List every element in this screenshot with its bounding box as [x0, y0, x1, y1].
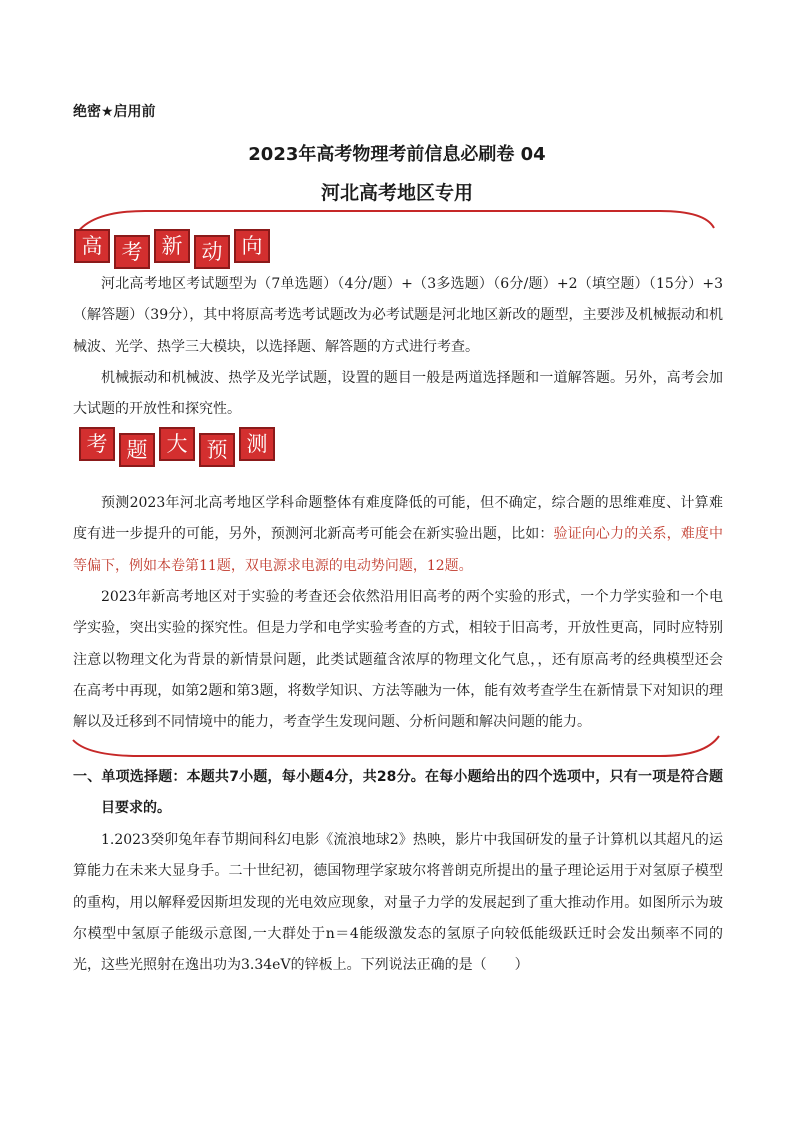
- prediction-paragraph-1: [73, 488, 723, 582]
- trends-paragraph-2: 机械振动和机械波、热学及光学试题，设置的题目一般是两道选择题和一道解答题。另外，高考会加大试题的开放性和探究性。: [73, 370, 723, 418]
- prediction-highlight: 验证向心力的关系，难度中等偏下，例如本卷第11题，双电源求电源的电动势问题，12题。: [73, 526, 723, 574]
- prediction-text: 预测2023年河北高考地区学科命题整体有难度降低的可能，但不确定，综合题的思维难度、计算难度有进一步提升的可能，另外，预测河北新高考可能会在新实验出题，比如：: [73, 495, 723, 543]
- trends-paragraph-1: 河北高考地区考试题型为（7单选题）（4分/题）+（3多选题）（6分/题）+2（填空题）（15分）+3（解答题）（39分），其中将原高考选考试题改为必考试题是河北地区新改的题型，主要涉及机械振动和机械波、光学、热学三大模块，以选择题、解答题的方式进行考查。: [73, 276, 723, 355]
- confidential-label: 绝密★启用前: [73, 104, 156, 120]
- exam-subtitle: 河北高考地区专用: [320, 182, 473, 204]
- badge-char: 新: [154, 229, 190, 263]
- badge-char: 高: [74, 229, 110, 263]
- badge-char: 动: [194, 235, 230, 269]
- badge-char: 测: [239, 427, 275, 461]
- badge-char: 预: [199, 433, 235, 467]
- badge-char: 考: [79, 427, 115, 461]
- exam-title: 2023年高考物理考前信息必刷卷 04: [248, 144, 546, 165]
- bottom-curve-line: [73, 736, 719, 756]
- badge-char: 向: [234, 229, 270, 263]
- badge-exam-trends: [74, 229, 270, 269]
- badge-predictions: [79, 427, 275, 467]
- badge-char: 大: [159, 427, 195, 461]
- badge-char: 考: [114, 235, 150, 269]
- section-title-single-choice: 一、单项选择题：本题共7小题，每小题4分，共28分。在每小题给出的四个选项中，只有一项是符合题目要求的。: [73, 769, 723, 817]
- prediction-paragraph-2: 2023年新高考地区对于实验的考查还会依然沿用旧高考的两个实验的形式，一个力学实验和一个电学实验，突出实验的探究性。但是力学和电学实验考查的方式，相较于旧高考，开放性更高，同时应特别注意以物理文化为背景的新情景问题，此类试题蕴含浓厚的物理文化气息，，还有原高考的经典模型还会在高考中再现，如第2题和第3题，将数学知识、方法等融为一体，能有效考查学生在新情景下对知识的理解以及迁移到不同情境中的能力，考查学生发现问题、分析问题和解决问题的能力。: [73, 589, 723, 731]
- badge-char: 题: [119, 433, 155, 467]
- question-1: 1.2023癸卯兔年春节期间科幻电影《流浪地球2》热映，影片中我国研发的量子计算机以其超凡的运算能力在未来大显身手。二十世纪初，德国物理学家玻尔将普朗克所提出的量子理论运用于对氢原子模型的重构，用以解释爱因斯坦发现的光电效应现象，对量子力学的发展起到了重大推动作用。如图所示为玻尔模型中氢原子能级示意图,一大群处于n＝4能级激发态的氢原子向较低能级跃迁时会发出频率不同的光，这些光照射在逸出功为3.34eV的锌板上。下列说法正确的是（ ）: [73, 832, 723, 974]
